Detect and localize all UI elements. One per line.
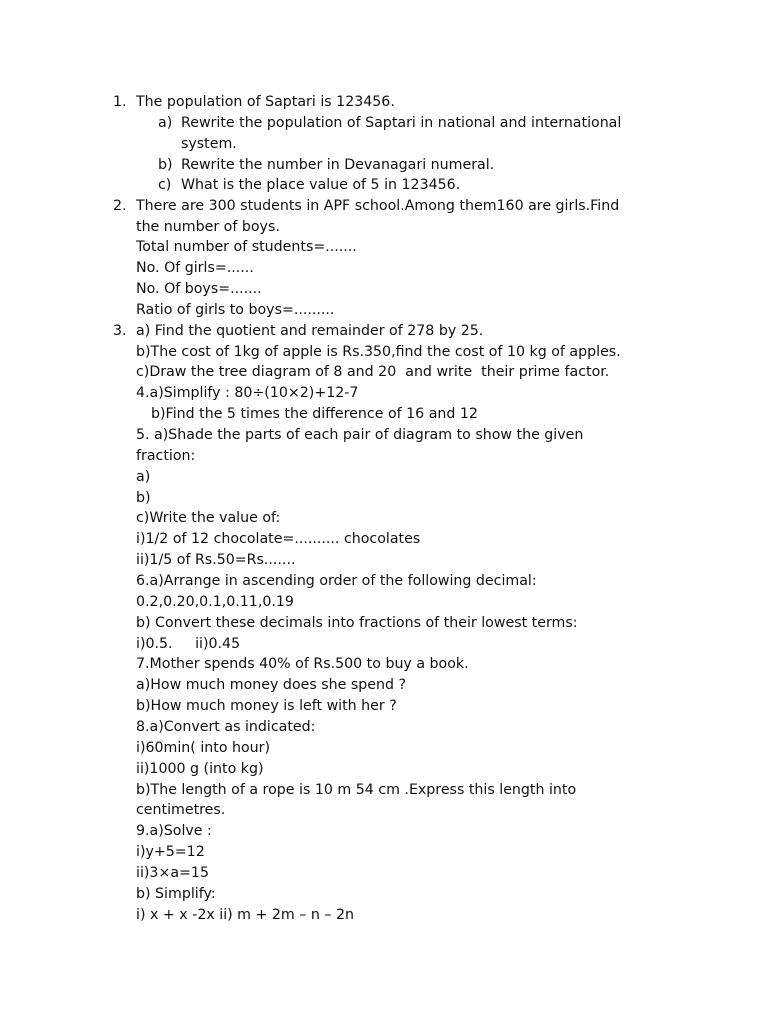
q2-number: 2. [113, 198, 127, 214]
q1a-line2: system. [181, 136, 237, 152]
text-line: 7.Mother spends 40% of Rs.500 to buy a book. [136, 656, 469, 672]
q3-line2: b)The cost of 1kg of apple is Rs.350,find the cost of 10 kg of apples. [136, 344, 621, 360]
text-line: ii)1000 g (into kg) [136, 761, 264, 777]
text-line: i)0.5. ii)0.45 [136, 636, 241, 652]
text-line: b) Simplify: [136, 886, 216, 902]
text-line: i)60min( into hour) [136, 740, 271, 756]
text-line: 0.2,0.20,0.1,0.11,0.19 [136, 594, 294, 610]
q1b-marker: b) [158, 157, 173, 173]
text-line: 5. a)Shade the parts of each pair of diagram to show the given [136, 427, 584, 443]
text-line: 6.a)Arrange in ascending order of the following decimal: [136, 573, 537, 589]
q3-line1: a) Find the quotient and remainder of 278 by 25. [136, 323, 484, 339]
q2-line2: the number of boys. [136, 219, 280, 235]
text-line: b)How much money is left with her ? [136, 698, 397, 714]
text-line: i) x + x -2x ii) m + 2m – n – 2n [136, 907, 354, 923]
text-line: fraction: [136, 448, 196, 464]
q1a-marker: a) [158, 115, 173, 131]
q1a-line1: Rewrite the population of Saptari in national and international [181, 115, 622, 131]
q2-line5: No. Of boys=....... [136, 281, 262, 297]
text-line: b) Convert these decimals into fractions of their lowest terms: [136, 615, 578, 631]
q1b-text: Rewrite the number in Devanagari numeral. [181, 157, 495, 173]
text-line: b)The length of a rope is 10 m 54 cm .Express this length into [136, 782, 577, 798]
q3-line3: c)Draw the tree diagram of 8 and 20 and write their prime factor. [136, 364, 610, 380]
text-line: ii)1/5 of Rs.50=Rs....... [136, 552, 296, 568]
text-line: a) [136, 469, 151, 485]
text-line: 8.a)Convert as indicated: [136, 719, 316, 735]
q2-line1: There are 300 students in APF school.Among them160 are girls.Find [136, 198, 620, 214]
q2-line4: No. Of girls=...... [136, 260, 254, 276]
q2-line3: Total number of students=....... [136, 239, 357, 255]
q1-number: 1. [113, 94, 127, 110]
q1c-text: What is the place value of 5 in 123456. [181, 177, 461, 193]
q1-stem: The population of Saptari is 123456. [136, 94, 395, 110]
text-line: c)Write the value of: [136, 510, 281, 526]
q3-number: 3. [113, 323, 127, 339]
q2-line6: Ratio of girls to boys=......... [136, 302, 335, 318]
text-line: 4.a)Simplify : 80÷(10×2)+12-7 [136, 385, 359, 401]
text-line: i)1/2 of 12 chocolate=.......... chocolates [136, 531, 421, 547]
text-line: 9.a)Solve : [136, 823, 212, 839]
text-line: centimetres. [136, 802, 226, 818]
q1c-marker: c) [158, 177, 172, 193]
text-line: ii)3×a=15 [136, 865, 209, 881]
text-line: a)How much money does she spend ? [136, 677, 407, 693]
text-line: i)y+5=12 [136, 844, 205, 860]
text-line: b) [136, 490, 151, 506]
text-line: b)Find the 5 times the difference of 16 and 12 [142, 406, 478, 422]
